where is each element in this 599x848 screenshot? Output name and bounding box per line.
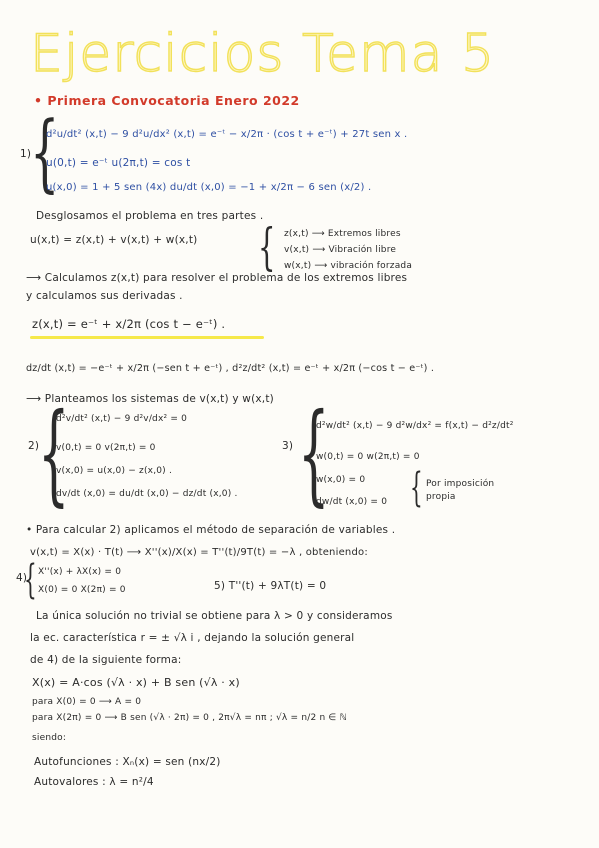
problem-brace: { xyxy=(30,103,60,201)
system-4-label: 4) xyxy=(16,572,28,584)
system-3-brace: { xyxy=(298,389,330,517)
z-formula-highlight xyxy=(30,336,264,339)
system-2-equation: d²v/dt² (x,t) − 9 d²v/dx² = 0 xyxy=(56,414,188,424)
system-3-label: 3) xyxy=(282,440,294,452)
z-intro-line2: y calculamos sus derivadas . xyxy=(26,290,183,302)
separation-intro: • Para calcular 2) aplicamos el método de separación de variables . xyxy=(26,524,396,536)
split-part-z: z(x,t) ⟶ Extremos libres xyxy=(284,229,401,239)
system-4-equation: X''(x) + λX(x) = 0 xyxy=(38,567,122,577)
solution-line1: La única solución no trivial se obtiene para λ > 0 y consideramos xyxy=(36,610,393,622)
condition-1: para X(0) = 0 ⟶ A = 0 xyxy=(32,697,142,707)
problem-initial: u(x,0) = 1 + 5 sen (4x) du/dt (x,0) = −1 + x/2π − 6 sen (x/2) . xyxy=(46,182,372,193)
general-solution: X(x) = A·cos (√λ · x) + B sen (√λ · x) xyxy=(32,676,240,689)
eigenvalues: Autovalores : λ = n²/4 xyxy=(34,776,154,788)
system-2-boundary: v(0,t) = 0 v(2π,t) = 0 xyxy=(56,443,156,453)
system-2-label: 2) xyxy=(28,440,40,452)
note-brace: { xyxy=(410,465,423,511)
split-decomposition: u(x,t) = z(x,t) + v(x,t) + w(x,t) xyxy=(30,234,198,246)
system-3-note: Por imposición propia xyxy=(426,479,495,502)
z-intro-line1: ⟶ Calculamos z(x,t) para resolver el problema de los extremos libres xyxy=(26,272,408,284)
split-part-w: w(x,t) ⟶ vibración forzada xyxy=(284,261,413,271)
equation-5: 5) T''(t) + 9λT(t) = 0 xyxy=(214,580,327,592)
system-3-initial: w(x,0) = 0 xyxy=(316,475,366,485)
system-2-initial: v(x,0) = u(x,0) − z(x,0) . xyxy=(56,466,173,476)
split-intro: Desglosamos el problema en tres partes . xyxy=(36,210,264,222)
system-4-boundary: X(0) = 0 X(2π) = 0 xyxy=(38,585,126,595)
solution-line2: la ec. característica r = ± √λ i , dejando la solución general xyxy=(30,632,355,644)
system-3-boundary: w(0,t) = 0 w(2π,t) = 0 xyxy=(316,452,420,462)
separation-ansatz: v(x,t) = X(x) · T(t) ⟶ X''(x)/X(x) = T''(t)/9T(t) = −λ , obteniendo: xyxy=(30,547,368,558)
problem-equation: d²u/dt² (x,t) − 9 d²u/dx² (x,t) = e⁻ᵗ − x/2π · (cos t + e⁻ᵗ) + 27t sen x . xyxy=(46,129,408,140)
system-4-brace: { xyxy=(24,557,37,603)
solution-line3: de 4) de la siguiente forma: xyxy=(30,654,182,666)
problem-boundary: u(0,t) = e⁻ᵗ u(2π,t) = cos t xyxy=(46,157,191,169)
systems-intro: ⟶ Planteamos los sistemas de v(x,t) y w(x,t) xyxy=(26,393,274,405)
split-brace: { xyxy=(258,218,276,276)
problem-number: 1) xyxy=(20,148,32,160)
system-3-velocity: dw/dt (x,0) = 0 xyxy=(316,497,388,507)
siendo-label: siendo: xyxy=(32,733,67,743)
z-derivatives: dz/dt (x,t) = −e⁻ᵗ + x/2π (−sen t + e⁻ᵗ) , d²z/dt² (x,t) = e⁻ᵗ + x/2π (−cos t − e⁻ᵗ) . xyxy=(26,363,435,374)
system-3-equation: d²w/dt² (x,t) − 9 d²w/dx² = f(x,t) − d²z/dt² xyxy=(316,421,514,431)
z-formula: z(x,t) = e⁻ᵗ + x/2π (cos t − e⁻ᵗ) . xyxy=(32,317,226,331)
eigenfunctions: Autofunciones : Xₙ(x) = sen (nx/2) xyxy=(34,756,221,768)
split-part-v: v(x,t) ⟶ Vibración libre xyxy=(284,245,397,255)
condition-2: para X(2π) = 0 ⟶ B sen (√λ · 2π) = 0 , 2π√λ = nπ ; √λ = n/2 n ∈ ℕ xyxy=(32,713,347,723)
page-title: Ejercicios Tema 5 xyxy=(30,24,496,84)
system-2-velocity: dv/dt (x,0) = du/dt (x,0) − dz/dt (x,0) . xyxy=(56,489,238,499)
system-2-brace: { xyxy=(38,389,70,517)
section-heading: • Primera Convocatoria Enero 2022 xyxy=(34,93,300,108)
